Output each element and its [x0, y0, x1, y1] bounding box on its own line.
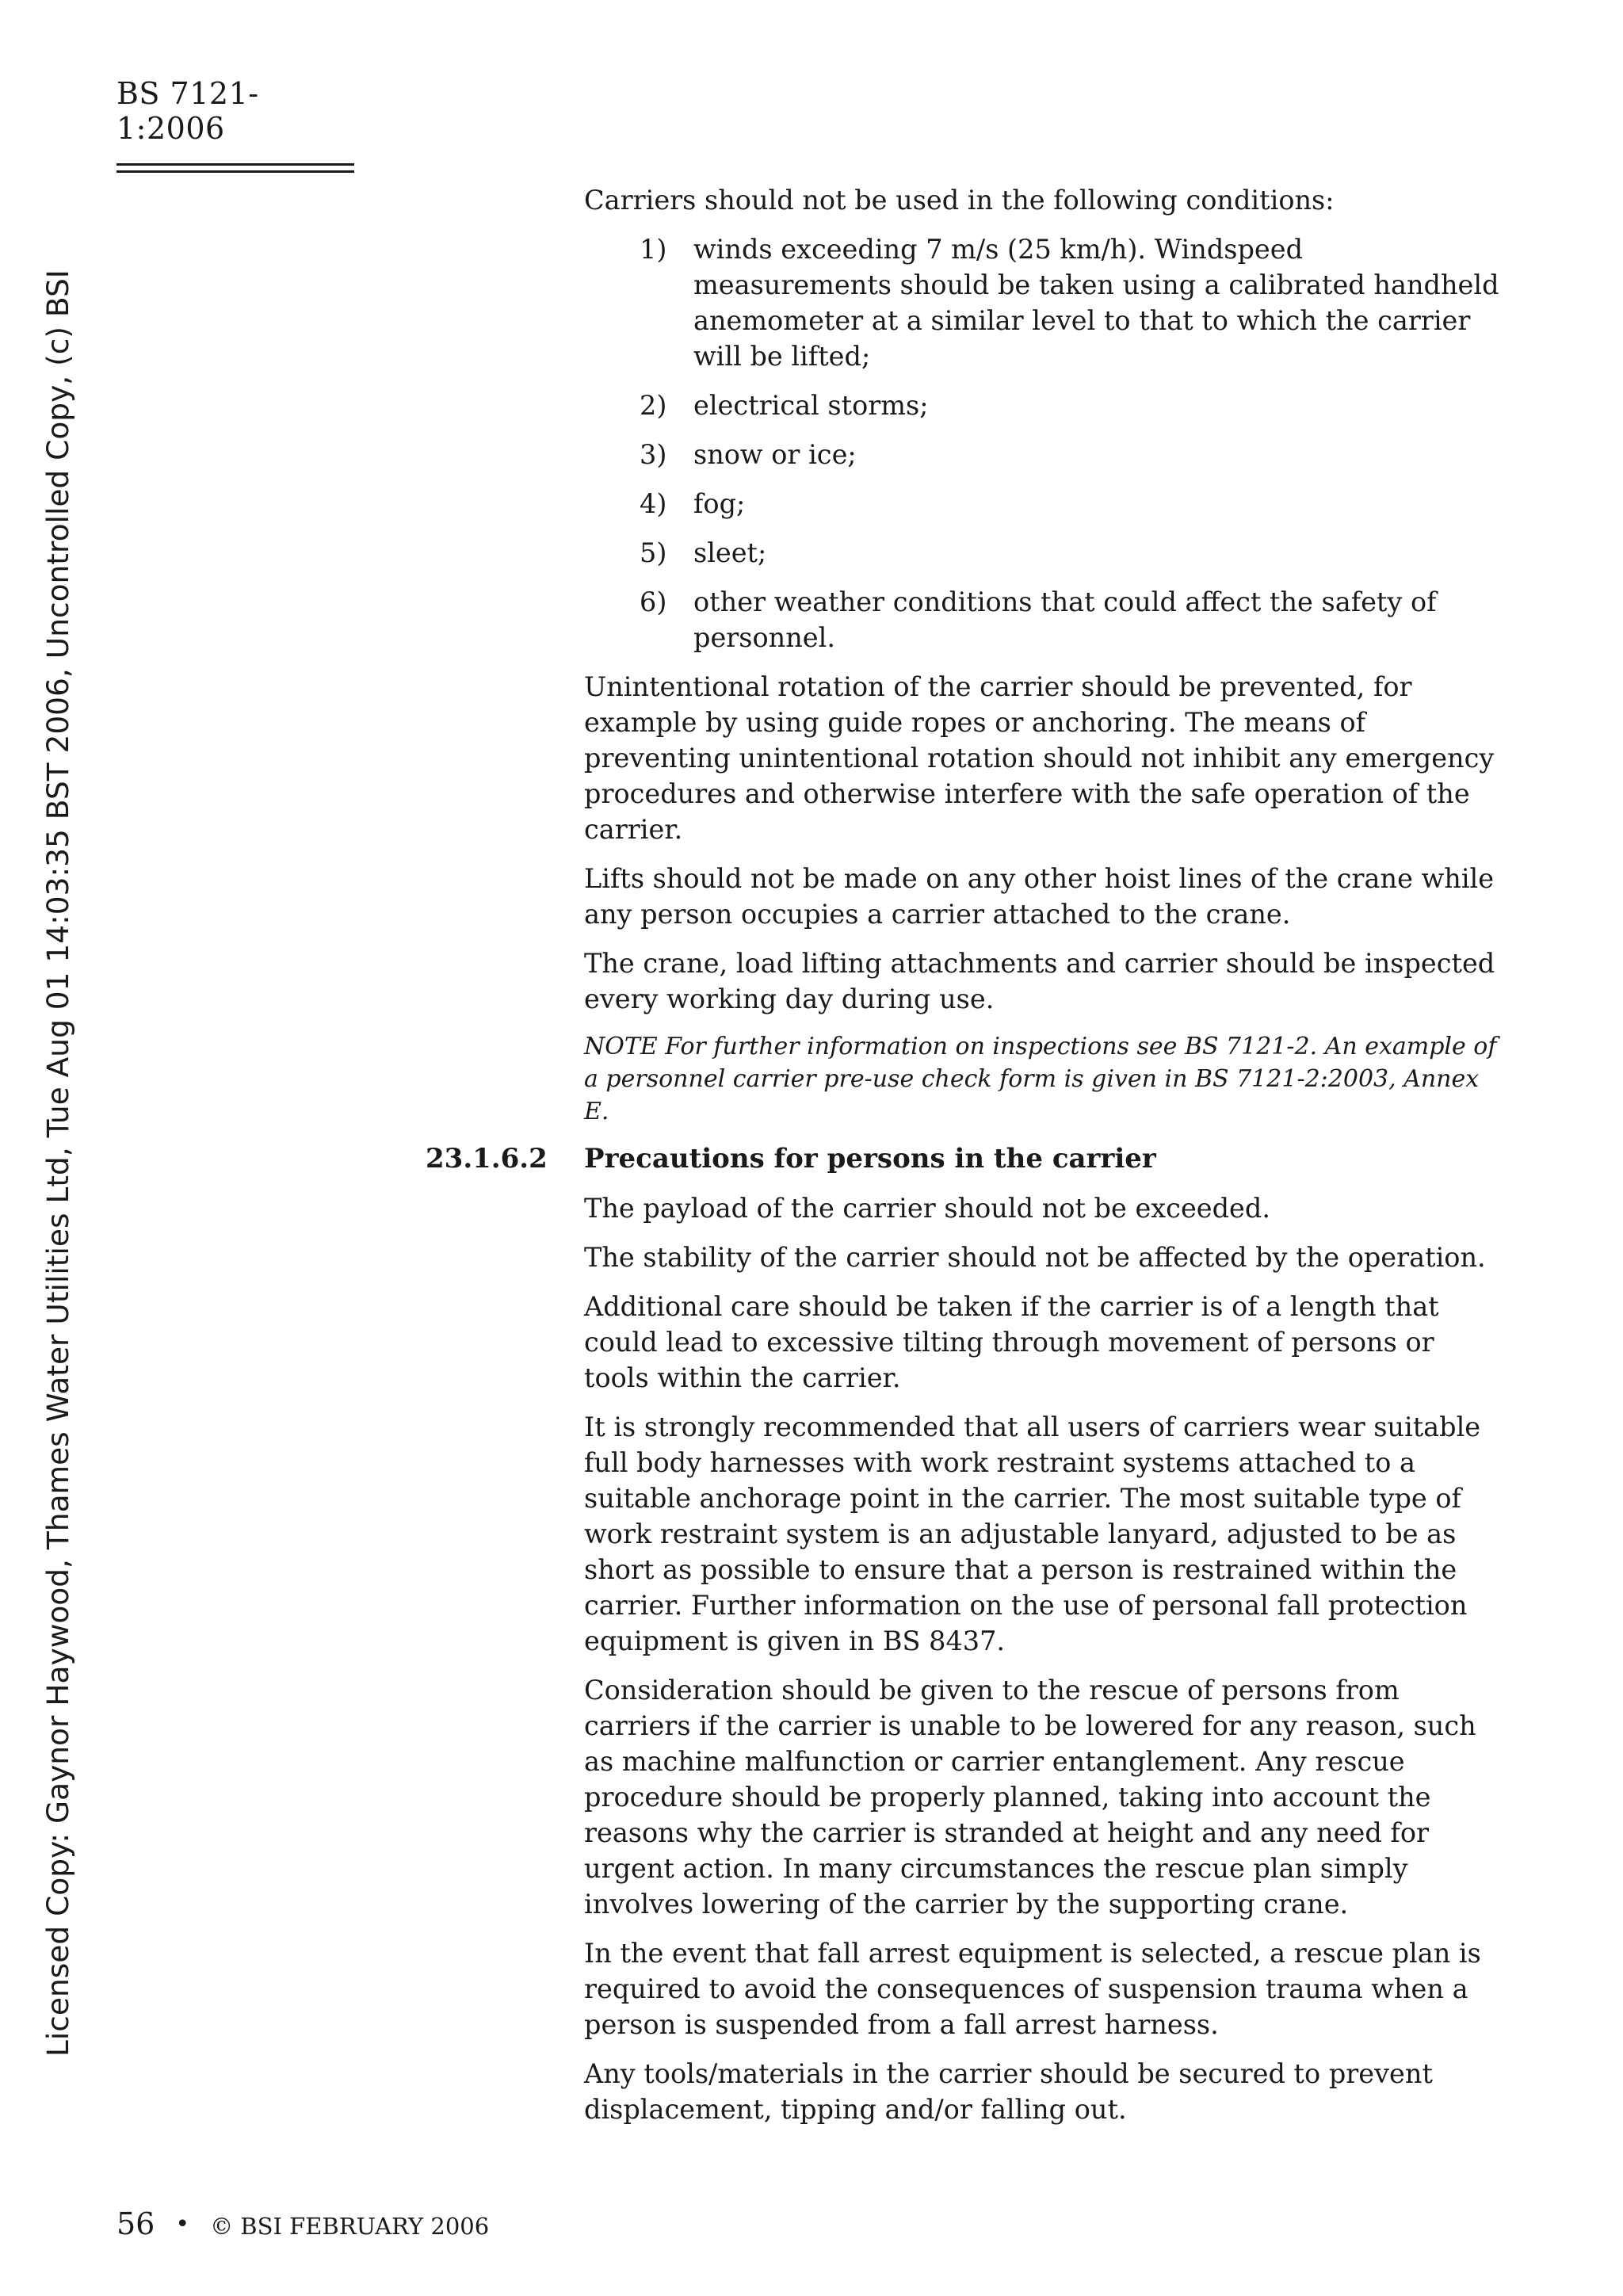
list-item-text: fog;	[693, 488, 746, 519]
list-item-text: electrical storms;	[693, 390, 929, 421]
list-item-number: 1)	[640, 234, 667, 265]
list-item	[584, 535, 1503, 571]
list-item-number: 3)	[640, 439, 667, 470]
page-number: 56	[116, 2206, 155, 2241]
paragraph-lifts: Lifts should not be made on any other hoist lines of the crane while any person occupies a carrier attached to the crane.	[584, 863, 1495, 930]
conditions-intro: Carriers should not be used in the following conditions:	[584, 185, 1335, 216]
list-item-number: 6)	[640, 586, 667, 617]
section-number: 23.1.6.2	[426, 1143, 548, 1175]
section-paragraph: Additional care should be taken if the carrier is of a length that could lead to excessive tilting through movement of persons or tools within the carrier.	[584, 1291, 1439, 1393]
section-paragraph: Consideration should be given to the rescue of persons from carriers if the carrier is unable to be lowered for any reason, such as machine malfunction or carrier entanglement. Any rescue procedure should be properly planned, taking into account the reasons why the carrier is stranded at height and any need for urgent action. In many circumstances the rescue plan simply involves lowering of the carrier by the supporting crane.	[584, 1675, 1476, 1920]
section-paragraph: It is strongly recommended that all users of carriers wear suitable full body harnesses with work restraint systems attached to a suitable anchorage point in the carrier. The most suitable type of work restraint system is an adjustable lanyard, adjusted to be as short as possible to ensure that a person is restrained within the carrier. Further information on the use of personal fall protection equipment is given in BS 8437.	[584, 1412, 1481, 1656]
page-footer	[116, 2206, 489, 2244]
list-item-text: snow or ice;	[693, 439, 857, 470]
list-item-number: 2)	[640, 390, 667, 421]
list-item-number: 4)	[640, 488, 667, 519]
section-paragraph: Any tools/materials in the carrier should be secured to prevent displacement, tipping and/or falling out.	[584, 2058, 1433, 2125]
copyright-notice: © BSI FEBRUARY 2006	[210, 2213, 490, 2240]
section-paragraph: In the event that fall arrest equipment is selected, a rescue plan is required to avoid the consequences of suspension trauma when a person is suspended from a fall arrest harness.	[584, 1938, 1481, 2040]
section-23-1-6-2	[426, 1141, 1503, 2127]
list-item-text: other weather conditions that could affect the safety of personnel.	[693, 586, 1437, 653]
section-paragraph: The payload of the carrier should not be exceeded.	[584, 1193, 1270, 1224]
main-content	[426, 182, 1503, 2141]
section-title: Precautions for persons in the carrier	[584, 1143, 1156, 1175]
list-item	[584, 388, 1503, 423]
list-item	[584, 231, 1503, 374]
list-item-text: sleet;	[693, 537, 767, 568]
list-item-text: winds exceeding 7 m/s (25 km/h). Windspeed measurements should be taken using a calibrated handheld anemometer at a similar level to that to which the carrier will be lifted;	[693, 234, 1499, 372]
list-item	[584, 486, 1503, 521]
document-id: BS 7121-1:2006	[116, 76, 259, 146]
paragraph-rotation: Unintentional rotation of the carrier should be prevented, for example by using guide ropes or anchoring. The means of preventing unintentional rotation should not inhibit any emergency procedures and otherwise interfere with the safe operation of the carrier.	[584, 671, 1495, 845]
section-paragraph: The stability of the carrier should not be affected by the operation.	[584, 1242, 1486, 1273]
list-item	[584, 584, 1503, 655]
page-header	[116, 76, 354, 173]
header-double-rule	[116, 163, 354, 173]
license-watermark: Licensed Copy: Gaynor Haywood, Thames Water Utilities Ltd, Tue Aug 01 14:03:35 BST 2006, Uncontrolled Copy, (c) BSI	[40, 269, 75, 2057]
paragraph-inspection: The crane, load lifting attachments and carrier should be inspected every working day during use.	[584, 948, 1495, 1014]
inspection-note: NOTE For further information on inspections see BS 7121-2. An example of a personnel carrier pre-use check form is given in BS 7121-2:2003, Annex E.	[584, 1033, 1497, 1125]
list-item	[584, 437, 1503, 472]
conditions-list	[584, 231, 1503, 655]
bullet-separator: •	[175, 2210, 190, 2238]
list-item-number: 5)	[640, 537, 667, 568]
